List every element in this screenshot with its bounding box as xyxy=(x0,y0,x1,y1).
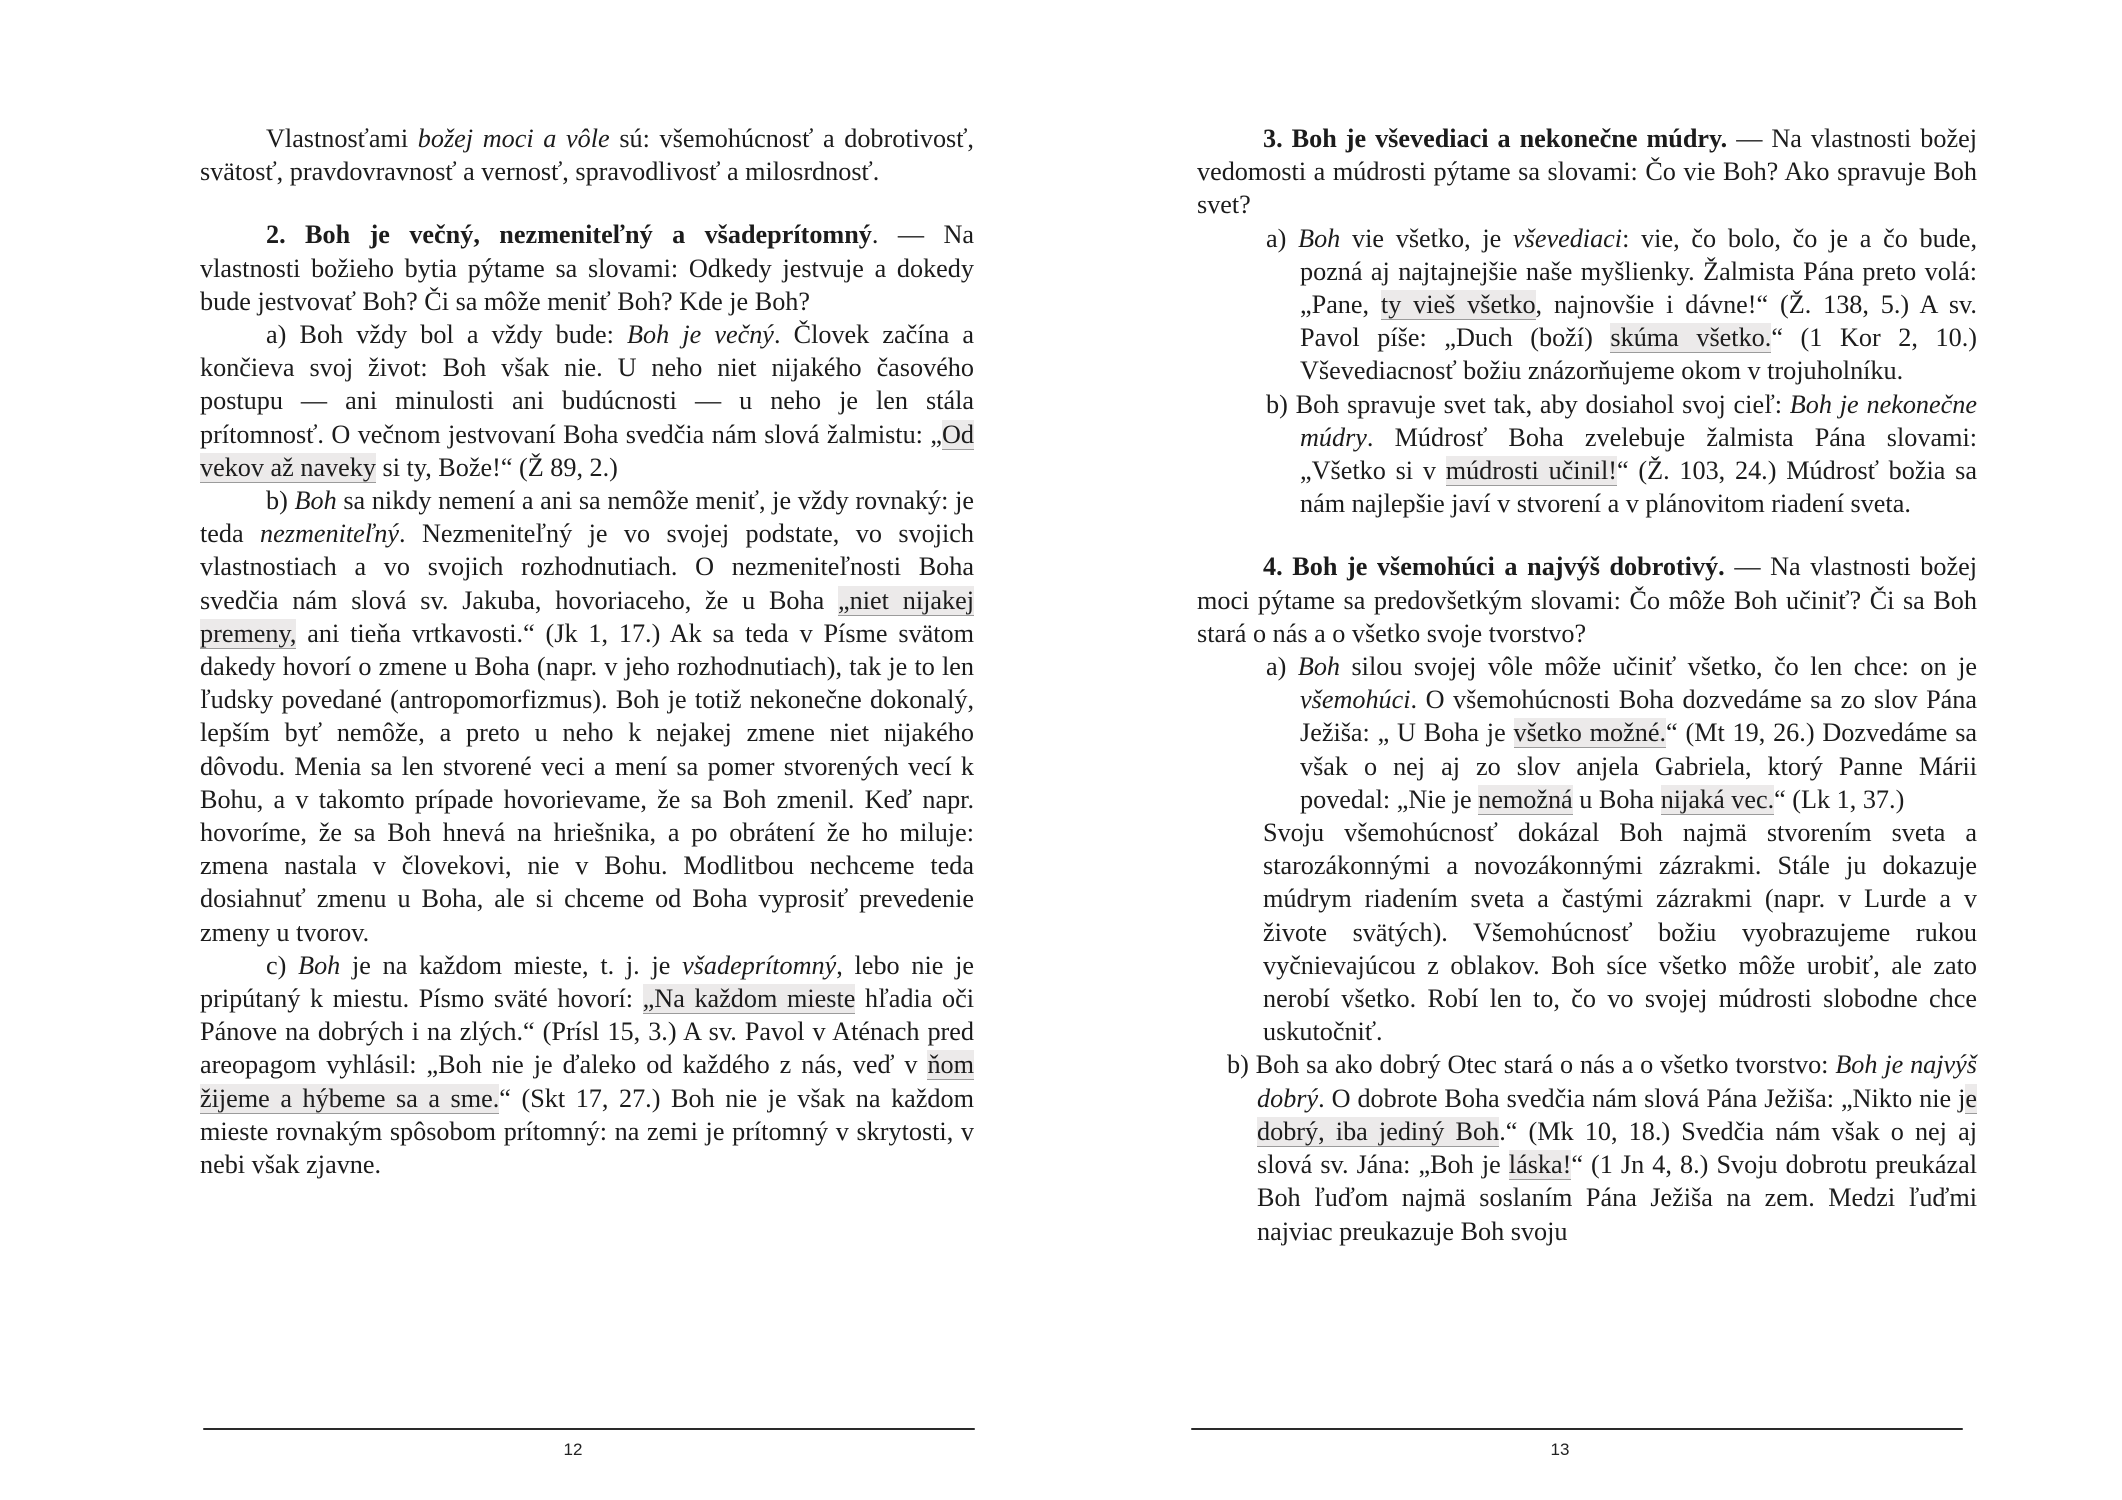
footer-rule xyxy=(1191,1428,1963,1430)
paragraph-4a: a) Boh silou svojej vôle môže učiniť všetko, čo len chce: on je všemohúci. O všemohúcnosti Boha dozvedáme sa zo slov Pána Ježiša: „ U Boha je všetko možné.“ (Mt 19, 26.) Dozvedáme sa však o nej aj zo slov anjela Gabriela, ktorý Panne Márii povedal: „Nie je nemožná u Boha nijaká vec.“ (Lk 1, 37.) xyxy=(1266,652,1978,814)
paragraph-2a: a) Boh vždy bol a vždy bude: Boh je večný. Človek začína a končieva svoj život: Boh však nie. U neho niet nijakého časového postupu — ani minulosti ani budúcnosti — u neho je len stála prítomnosť. O večnom jestvovaní Boha svedčia nám slová žalmistu: „Od vekov až naveky si ty, Bože!“ (Ž 89, 2.) xyxy=(200,320,975,482)
paragraph-4b: b) Boh sa ako dobrý Otec stará o nás a o všetko tvorstvo: Boh je najvýš dobrý. O dobrote Boha svedčia nám slová Pána Ježiša: „Nikto nie je dobrý, iba jediný Boh.“ (Mk 10, 18.) Svedčia nám však o nej aj slová sv. Jána: „Boh je láska!“ (1 Jn 4, 8.) Svoju dobrotu preukázal Boh ľuďom najmä soslaním Pána Ježiša na zem. Medzi ľuďmi najviac preukazuje Boh svoju xyxy=(1227,1050,1977,1246)
page-number: 12 xyxy=(563,1440,583,1459)
section-heading-2: 2. Boh je večný, nezmeniteľný a všadeprítomný. — Na vlastnosti božieho bytia pýtame sa slovami: Odkedy jestvuje a dokedy bude jestvovať Boh? Či sa môže meniť Boh? Kde je Boh? xyxy=(200,220,974,316)
paragraph-4a-continued: Svoju všemohúcnosť dokázal Boh najmä stvorením sveta a starozákonnými a novozákonnými zázrakmi. Stále ju dokazuje múdrym riadením sveta a častými zázrakmi (napr. v Lurde a v živote svätých). Všemohúcnosť božiu vyobrazujeme rukou vyčnievajúcou z oblakov. Boh síce všetko môže urobiť, ale zato nerobí všetko. Robí len to, čo vo svojej múdrosti slobodne chce uskutočniť. xyxy=(1263,818,1977,1047)
paragraph-2b: b) Boh sa nikdy nemení a ani sa nemôže meniť, je vždy rovnaký: je teda nezmeniteľný. Nezmeniteľný je vo svojej podstate, vo svojich vlastnostiach a vo svojich rozhodnutiach. O nezmeniteľnosti Boha svedčia nám slová sv. Jakuba, hovoriaceho, že u Boha „niet nijakej premeny, ani tieňa vrtkavosti.“ (Jk 1, 17.) Ak sa teda v Písme svätom dakedy hovorí o zmene u Boha (napr. v jeho rozhodnutiach), tak je to len ľudsky povedané (antropomorfizmus). Boh je totiž nekonečne dokonalý, lepším byť nemôže, a preto u neho k nejakej zmene niet nijakého dôvodu. Menia sa len stvorené veci a mení sa pomer stvorených vecí k Bohu, a v takomto prípade hovorievame, že sa Boh zmenil. Keď napr. hovoríme, že sa Boh hnevá na hriešnika, a po obrátení že ho miluje: zmena nastala v človekovi, nie v Bohu. Modlitbou nechceme teda dosiahnuť zmenu u Boha, ale si chceme od Boha vyprosiť prevedenie zmeny u tvorov. xyxy=(200,486,974,947)
right-page xyxy=(1061,0,2122,1500)
page-number: 13 xyxy=(1550,1440,1570,1459)
paragraph-2c: c) Boh je na každom mieste, t. j. je všadeprítomný, lebo nie je pripútaný k miestu. Písmo sväté hovorí: „Na každom mieste hľadia oči Pánove na dobrých i na zlých.“ (Prísl 15, 3.) A sv. Pavol v Aténach pred areopagom vyhlásil: „Boh nie je ďaleko od každého z nás, veď v ňom žijeme a hýbeme sa a sme.“ (Skt 17, 27.) Boh nie je však na každom mieste rovnakým spôsobom prítomný: na zemi je prítomný v skrytosti, v nebi však zjavne. xyxy=(200,950,974,1180)
left-text-column xyxy=(200,122,974,1181)
paragraph-3a: a) Boh vie všetko, je vševediaci: vie, čo bolo, čo je a čo bude, pozná aj najtajnejšie naše myšlienky. Žalmista Pána preto volá: „Pane, ty vieš všetko, najnovšie i dávne!“ (Ž. 138, 5.) A sv. Pavol píše: „Duch (boží) skúma všetko.“ (1 Kor 2, 10.) Vševediacnosť božiu znázorňujeme okom v trojuholníku. xyxy=(1266,223,1978,386)
section-heading-3: 3. Boh je vševediaci a nekonečne múdry. — Na vlastnosti božej vedomosti a múdrosti pýtame sa slovami: Čo vie Boh? Ako spravuje Boh svet? xyxy=(1197,124,1977,220)
right-text-column xyxy=(1197,122,1977,1248)
paragraph-intro: Vlastnosťami božej moci a vôle sú: všemohúcnosť a dobrotivosť, svätosť, pravdovravnosť a vernosť, spravodlivosť a milosrdnosť. xyxy=(200,124,974,187)
paragraph-3b: b) Boh spravuje svet tak, aby dosiahol svoj cieľ: Boh je nekonečne múdry. Múdrosť Boha zvelebuje žalmista Pána slovami: „Všetko si v múdrosti učinil!“ (Ž. 103, 24.) Múdrosť božia sa nám najlepšie javí v stvorení a v plánovitom riadení sveta. xyxy=(1266,389,1977,519)
section-heading-4: 4. Boh je všemohúci a najvýš dobrotivý. — Na vlastnosti božej moci pýtame sa predovšetkým slovami: Čo môže Boh učiniť? Či sa Boh stará o nás a o všetko svoje tvorstvo? xyxy=(1197,552,1977,648)
footer-rule xyxy=(203,1428,975,1430)
